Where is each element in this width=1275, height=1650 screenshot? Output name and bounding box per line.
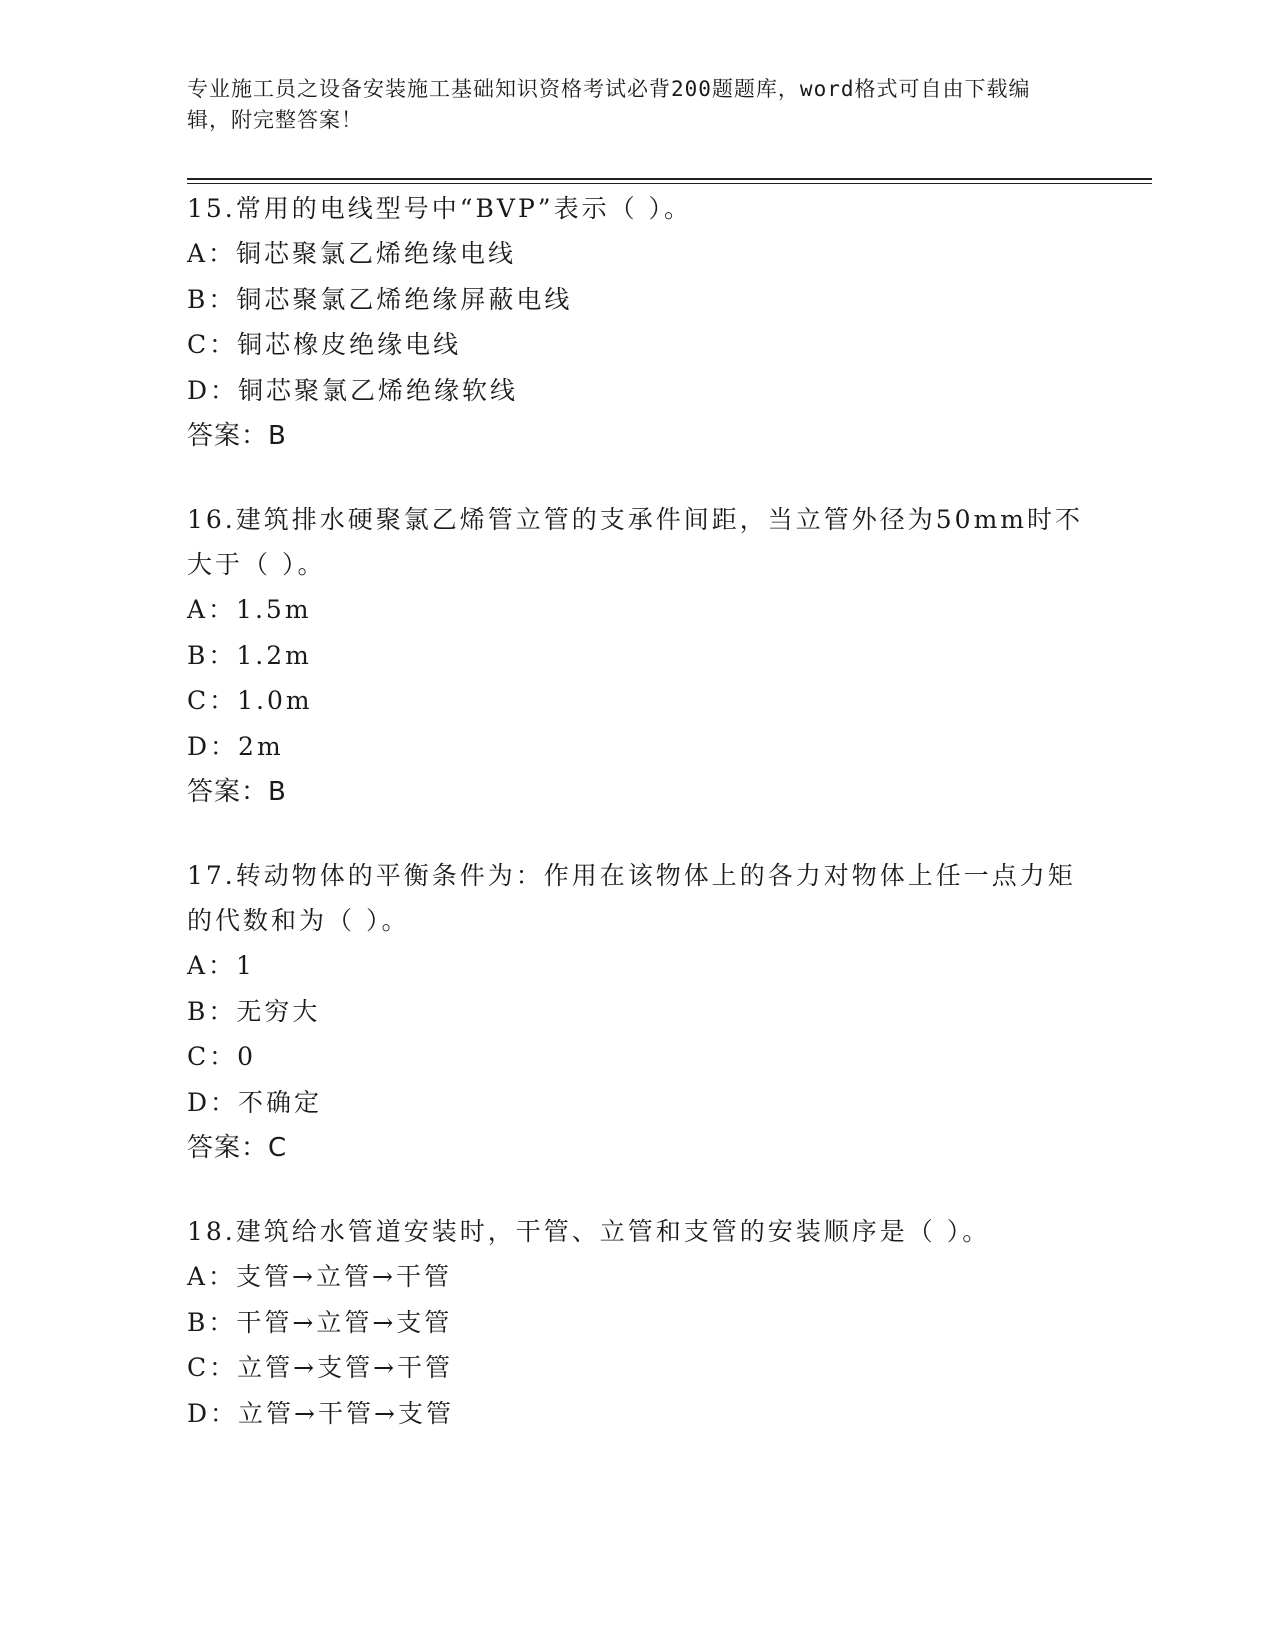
question-list xyxy=(187,186,1087,1474)
question-16 xyxy=(187,497,1087,815)
option-a: A：1.5m xyxy=(187,595,312,624)
option-c: C：0 xyxy=(187,1042,257,1071)
option-d: D：立管→干管→支管 xyxy=(187,1398,454,1428)
answer-line: 答案：B xyxy=(187,421,287,451)
option-c: C：立管→支管→干管 xyxy=(187,1353,454,1382)
option-a: A：支管→立管→干管 xyxy=(187,1262,452,1291)
header-divider-thin xyxy=(187,183,1152,184)
question-17 xyxy=(187,853,1087,1171)
question-stem: 15.常用的电线型号中“BVP”表示（ ）。 xyxy=(187,194,693,223)
question-stem: 18.建筑给水管道安装时，干管、立管和支管的安装顺序是（ ）。 xyxy=(187,1217,991,1246)
option-c: C：铜芯橡皮绝缘电线 xyxy=(187,330,462,359)
option-d: D：2m xyxy=(187,731,284,761)
option-b: B：无穷大 xyxy=(187,996,321,1026)
option-b: B：1.2m xyxy=(187,640,312,670)
option-a: A：1 xyxy=(187,951,255,980)
answer-line: 答案：C xyxy=(187,1133,288,1163)
option-c: C：1.0m xyxy=(187,686,313,715)
option-b: B：铜芯聚氯乙烯绝缘屏蔽电线 xyxy=(187,284,573,314)
option-b: B：干管→立管→支管 xyxy=(187,1307,453,1337)
question-15 xyxy=(187,186,1087,459)
answer-line: 答案：B xyxy=(187,777,287,807)
header-divider-thick xyxy=(187,178,1152,180)
question-18 xyxy=(187,1209,1087,1436)
question-stem: 17.转动物体的平衡条件为：作用在该物体上的各力对物体上任一点力矩的代数和为（ ）。 xyxy=(187,861,1076,935)
document-intro: 专业施工员之设备安装施工基础知识资格考试必背200题题库，word格式可自由下载编辑，附完整答案！ xyxy=(187,77,1031,132)
option-d: D：铜芯聚氯乙烯绝缘软线 xyxy=(187,375,519,405)
option-a: A：铜芯聚氯乙烯绝缘电线 xyxy=(187,239,517,268)
question-stem: 16.建筑排水硬聚氯乙烯管立管的支承件间距，当立管外径为50mm时不大于（ ）。 xyxy=(187,505,1083,579)
option-d: D：不确定 xyxy=(187,1087,323,1117)
